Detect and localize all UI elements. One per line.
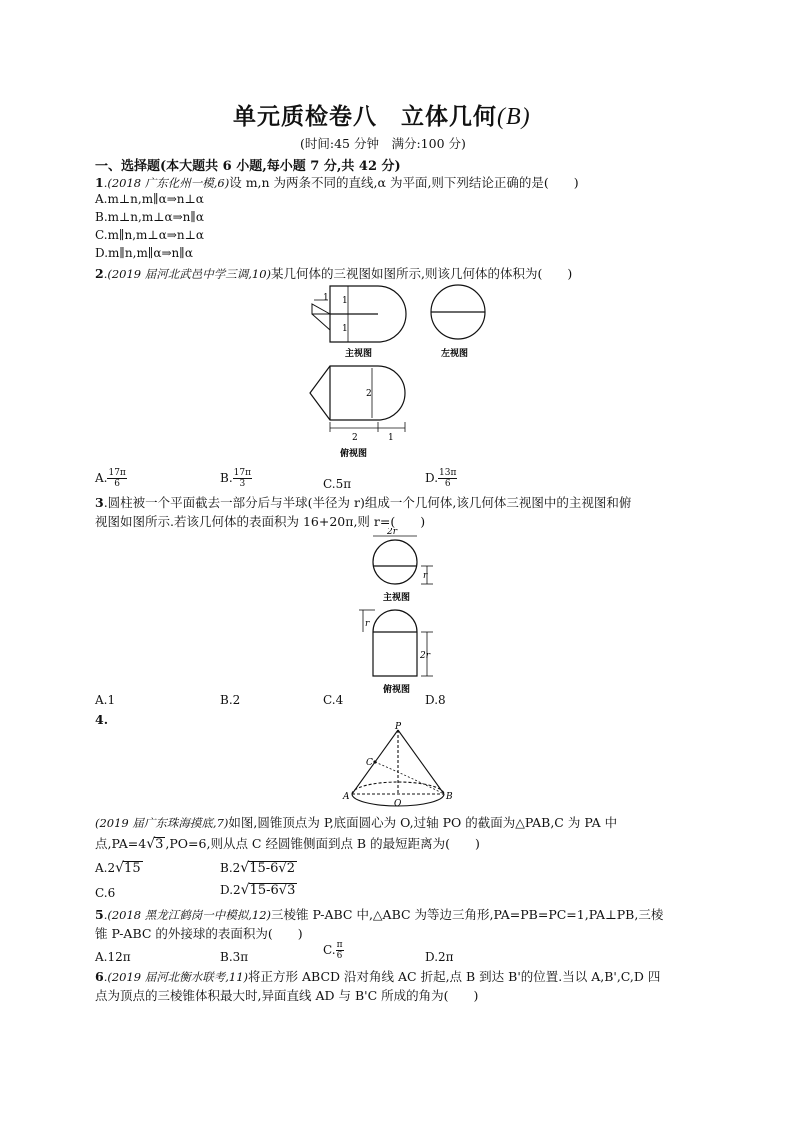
q5-option-d: D.2π — [425, 950, 454, 964]
question-3-stem-line2: 视图如图所示.若该几何体的表面积为 16+20π,则 r=( ) — [95, 514, 426, 529]
question-source: .(2019 届河北衡水联考,11) — [103, 970, 249, 984]
q3-three-view-figure — [345, 528, 445, 698]
dim-label: 1 — [323, 293, 329, 303]
question-number: 2 — [95, 266, 104, 281]
q2-option-b: B. $\frac{17\pi}{3}$ — [220, 468, 252, 489]
question-text: 某几何体的三视图如图所示,则该几何体的体积为( ) — [271, 266, 573, 281]
point-label-b: B — [446, 792, 453, 802]
question-5-stem-line1 — [95, 905, 663, 925]
question-number: 5 — [95, 907, 104, 922]
section-heading: 一、选择题(本大题共 6 小题,每小题 7 分,共 42 分) — [95, 159, 401, 174]
q5-option-a: A.12π — [95, 950, 131, 964]
question-number: 4. — [95, 712, 109, 727]
question-text: 三棱锥 P-ABC 中,△ABC 为等边三角形,PA=PB=PC=1,PA⊥PB,三棱 — [271, 907, 664, 922]
page-subtitle: (时间:45 分钟 满分:100 分) — [300, 136, 466, 151]
question-source: .(2018 黑龙江鹤岗一中模拟,12) — [103, 908, 272, 922]
question-4-stem-line1 — [95, 813, 617, 833]
q2-three-view-figure — [290, 280, 510, 470]
dim-label: 1 — [342, 324, 348, 334]
q1-option-d: D.m∥n,m∥α⇒n∥α — [95, 246, 193, 260]
top-view-label: 俯视图 — [383, 685, 411, 695]
question-text: .圆柱被一个平面截去一部分后与半球(半径为 r)组成一个几何体,该几何体三视图中的主视图和俯 — [103, 495, 632, 510]
question-source: .(2018 广东化州一模,6) — [103, 176, 230, 190]
question-5-stem-line2: 锥 P-ABC 的外接球的表面积为( ) — [95, 926, 303, 941]
q3-option-c: C.4 — [323, 693, 344, 707]
front-view-label: 主视图 — [345, 349, 373, 359]
question-3-stem-line1 — [95, 493, 631, 512]
question-text: 将正方形 ABCD 沿对角线 AC 折起,点 B 到达 B'的位置.当以 A,B',C,D 四 — [248, 969, 661, 984]
question-source: (2019 届广东珠海摸底,7) — [95, 816, 229, 830]
question-6-stem-line2: 点为顶点的三棱锥体积最大时,异面直线 AD 与 B'C 所成的角为( ) — [95, 988, 479, 1003]
q4-option-b: B.2√15-6√2 — [220, 860, 295, 876]
cone-edge-pb — [398, 730, 444, 794]
question-text: 设 m,n 为两条不同的直线,α 为平面,则下列结论正确的是( ) — [229, 175, 579, 190]
q5-option-c: C. $\frac{\pi}{6}$ — [323, 940, 343, 961]
point-label-o: O — [394, 799, 402, 809]
q3-option-d: D.8 — [425, 693, 446, 707]
title-suffix: (B) — [497, 104, 531, 130]
dim-label: 2 — [352, 433, 358, 443]
front-view-circle — [373, 540, 417, 584]
q1-option-c: C.m∥n,m⊥α⇒n⊥α — [95, 228, 204, 242]
question-text: 如图,圆锥顶点为 P,底面圆心为 O,过轴 PO 的截面为△PAB,C 为 PA 中 — [228, 815, 618, 830]
question-number: 3 — [95, 495, 104, 510]
top-view-outline — [373, 610, 417, 676]
dim-label: r — [365, 619, 370, 629]
point-label-p: P — [395, 722, 402, 732]
page-title — [233, 98, 531, 131]
q2-option-d: D. $\frac{13\pi}{6}$ — [425, 468, 457, 489]
dim-label: r — [423, 571, 428, 581]
q3-option-a: A.1 — [95, 693, 116, 707]
q1-option-a: A.m⊥n,m∥α⇒n⊥α — [95, 192, 204, 206]
question-number: 1 — [95, 175, 104, 190]
dim-label: 1 — [388, 433, 394, 443]
top-view-outline — [310, 366, 405, 420]
front-view-label: 主视图 — [383, 593, 411, 603]
q3-option-b: B.2 — [220, 693, 241, 707]
q4-option-a: A.2√15 — [95, 860, 141, 876]
q5-option-b: B.3π — [220, 950, 249, 964]
top-view-label: 俯视图 — [340, 449, 368, 459]
dim-label: 2 — [366, 389, 372, 399]
question-4-stem-line2: 点,PA=4√3 ,PO=6,则从点 C 经圆锥侧面到点 B 的最短距离为( ) — [95, 836, 480, 852]
question-source: .(2019 届河北武邑中学三调,10) — [103, 267, 272, 281]
point-label-c: C — [366, 758, 373, 768]
dim-label: 2r — [420, 651, 431, 661]
point-label-a: A — [343, 792, 350, 802]
question-1-stem — [95, 173, 579, 193]
dim-label: 1 — [342, 296, 348, 306]
question-6-stem-line1 — [95, 967, 660, 987]
question-number: 6 — [95, 969, 104, 984]
dim-label: 2r — [387, 528, 398, 537]
q4-option-c: C.6 — [95, 886, 116, 900]
title-main: 单元质检卷八 立体几何 — [233, 104, 497, 130]
left-view-label: 左视图 — [441, 349, 469, 359]
q2-option-a: A. $\frac{17\pi}{6}$ — [95, 468, 126, 489]
q2-option-c: C.5π — [323, 477, 352, 491]
q1-option-b: B.m⊥n,m⊥α⇒n∥α — [95, 210, 205, 224]
q4-cone-figure — [340, 722, 460, 812]
q4-option-d: D.2√15-6√3 — [220, 882, 296, 898]
